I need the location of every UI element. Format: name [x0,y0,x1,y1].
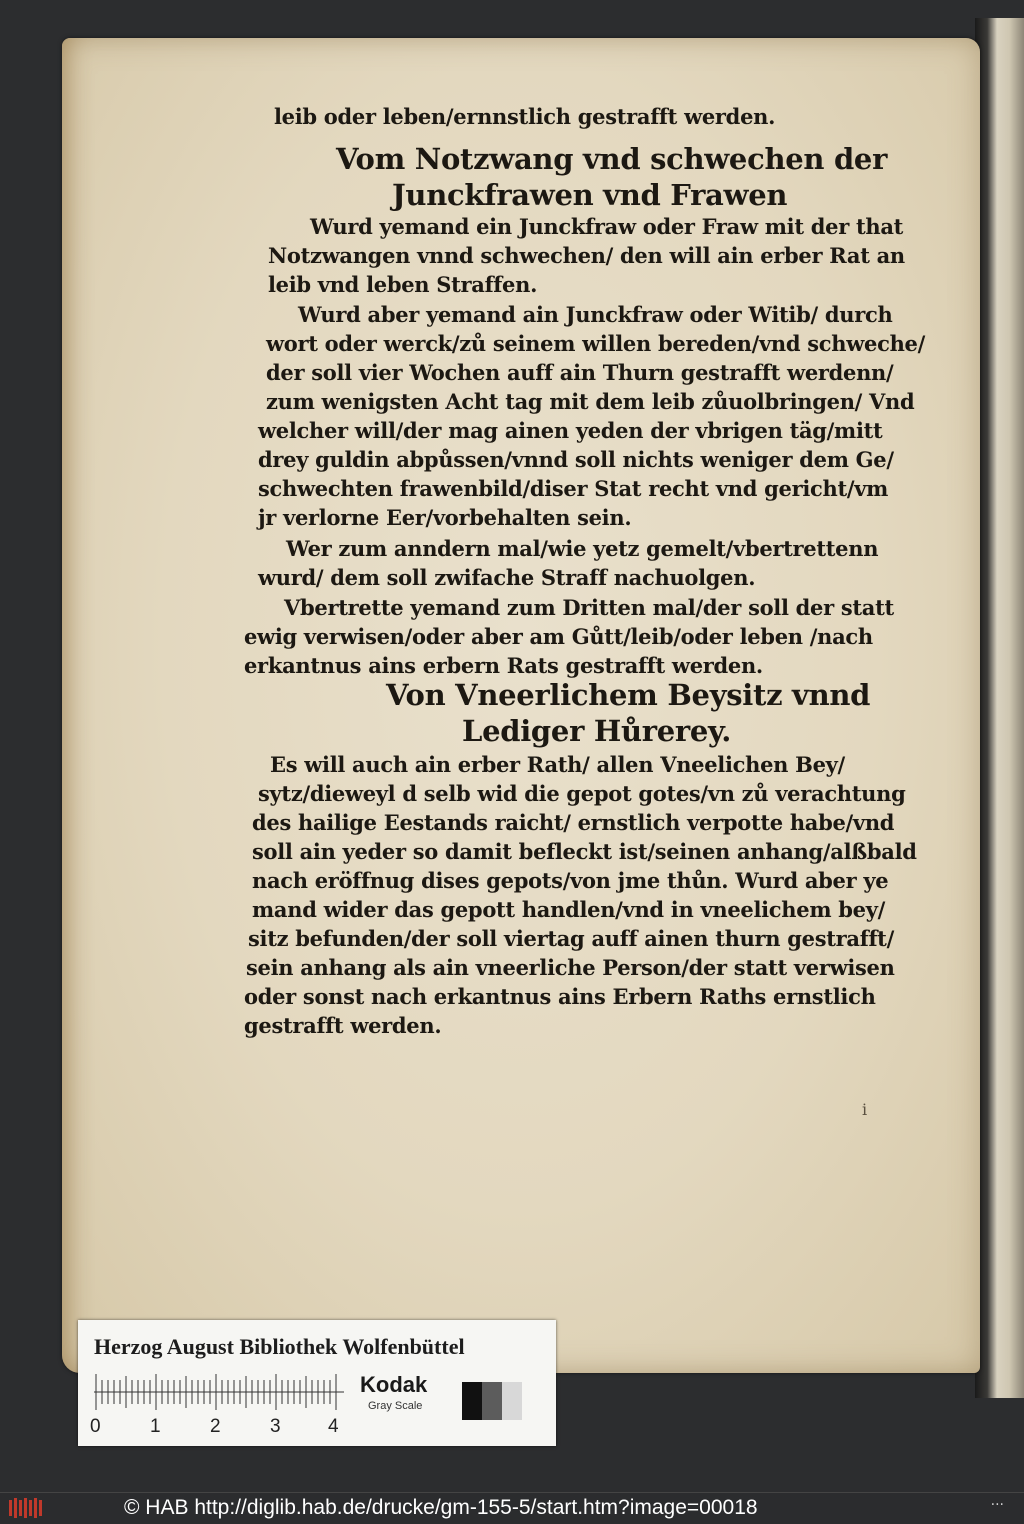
text-line: welcher will/der mag ainen yeden der vbrigen täg/mitt [258,418,883,443]
text-line: der soll vier Wochen auff ain Thurn gestrafft werdenn/ [266,360,894,385]
text-line: sitz befunden/der soll viertag auff ainen thurn gestrafft/ [248,926,894,951]
gray-scale-label: Gray Scale [368,1400,423,1412]
gray-patch-mid [482,1382,502,1420]
scale-number: 2 [210,1416,221,1437]
text-line: Es will auch ain erber Rath/ allen Vneelichen Bey/ [270,752,845,777]
gray-patch-light [502,1382,522,1420]
text-line: des hailige Eestands raicht/ ernstlich verpotte habe/vnd [252,810,895,835]
hab-logo-icon [8,1497,48,1519]
section-heading: Junckfrawen vnd Frawen [392,178,788,212]
text-line: jr verlorne Eer/vorbehalten sein. [258,505,632,530]
more-menu-icon[interactable]: ··· [990,1497,1004,1513]
gray-patch-dark [462,1382,482,1420]
text-line: Wer zum anndern mal/wie yetz gemelt/vbertrettenn [286,536,879,561]
text-line: Notzwangen vnnd schwechen/ den will ain erber Rat an [268,243,905,268]
text-line: ewig verwisen/oder aber am Gůtt/leib/oder leben /nach [244,624,873,649]
text-line: soll ain yeder so damit befleckt ist/seinen anhang/alßbald [252,839,917,864]
scale-number: 1 [150,1416,161,1437]
copyright-link[interactable]: © HAB http://diglib.hab.de/drucke/gm-155-5/start.htm?image=00018 [124,1496,758,1519]
scale-number: 3 [270,1416,281,1437]
text-line: Wurd aber yemand ain Junckfraw oder Witib/ durch [298,302,893,327]
footer-bar [0,1492,1024,1524]
text-line: zum wenigsten Acht tag mit dem leib zůuolbringen/ Vnd [266,389,915,414]
color-reference-card [78,1320,556,1446]
text-line: sytz/dieweyl d selb wid die gepot gotes/vn zů verachtung [258,781,906,806]
text-line: wort oder werck/zů seinem willen bereden/vnd schweche/ [266,331,925,356]
text-line: nach eröffnug dises gepots/von jme thůn. Wurd aber ye [252,868,889,893]
page-mark: i [862,1100,868,1119]
text-line: erkantnus ains erbern Rats gestrafft werden. [244,653,763,678]
text-line: oder sonst nach erkantnus ains Erbern Raths ernstlich [244,984,876,1009]
scale-number: 0 [90,1416,101,1437]
kodak-logo-text: Kodak [360,1372,428,1397]
ruler-scale [94,1372,354,1412]
text-line: leib oder leben/ernnstlich gestrafft werden. [274,104,776,129]
card-title: Herzog August Bibliothek Wolfenbüttel [94,1334,465,1359]
text-line: schwechten frawenbild/diser Stat recht vnd gericht/vm [258,476,889,501]
scale-number: 4 [328,1416,339,1437]
gray-scale-patches [462,1382,522,1420]
section-heading: Lediger Hůrerey. [462,714,732,748]
section-heading: Von Vneerlichem Beysitz vnnd [386,678,871,712]
text-line: drey guldin abpůssen/vnnd soll nichts weniger dem Ge/ [258,447,894,472]
book-edge [975,18,1024,1398]
text-line: gestrafft werden. [244,1013,442,1038]
text-line: Vbertrette yemand zum Dritten mal/der soll der statt [284,595,894,620]
section-heading: Vom Notzwang vnd schwechen der [336,142,888,176]
text-line: leib vnd leben Straffen. [268,272,538,297]
book-page [62,38,980,1373]
text-line: wurd/ dem soll zwifache Straff nachuolgen. [258,565,756,590]
text-line: Wurd yemand ein Junckfraw oder Fraw mit der that [310,214,904,239]
text-line: sein anhang als ain vneerliche Person/der statt verwisen [246,955,895,980]
text-line: mand wider das gepott handlen/vnd in vneelichem bey/ [252,897,885,922]
